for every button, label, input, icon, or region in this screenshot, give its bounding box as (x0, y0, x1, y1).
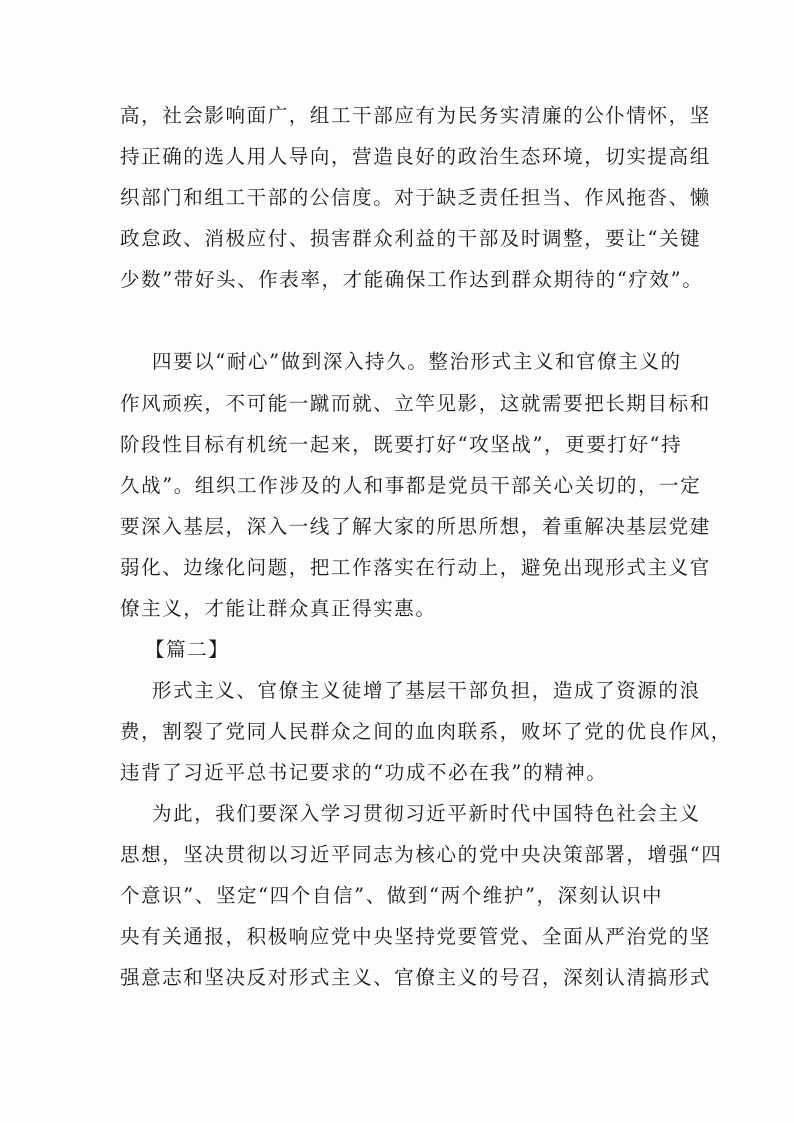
text-line: 为此，我们要深入学习贯彻习近平新时代中国特色社会主义 (152, 802, 701, 825)
text-line: 弱化、边缘化问题，把工作落实在行动上，避免出现形式主义官 (120, 556, 711, 579)
text-line: 形式主义、官僚主义徒增了基层干部负担，造成了资源的浪 (152, 679, 701, 702)
text-line: 高，社会影响面广，组工干部应有为民务实清廉的公仆情怀，坚 (120, 104, 711, 127)
text-line: 持正确的选人用人导向，营造良好的政治生态环境，切实提高组 (120, 145, 711, 168)
section-heading: 【篇二】 (145, 638, 230, 661)
text-line: 思想，坚决贯彻以习近平同志为核心的党中央决策部署，增强“四 (120, 843, 723, 866)
text-line: 四要以“耐心”做到深入持久。整治形式主义和官僚主义的 (152, 350, 682, 373)
text-line: 织部门和组工干部的公信度。对于缺乏责任担当、作风拖沓、懒 (120, 186, 711, 209)
text-line: 政怠政、消极应付、损害群众利益的干部及时调整，要让“关键 (120, 227, 702, 250)
text-line: 久战”。组织工作涉及的人和事都是党员干部关心关切的，一定 (120, 474, 702, 497)
text-line: 阶段性目标有机统一起来，既要打好“攻坚战”，更要打好“持 (120, 433, 683, 456)
text-line: 作风顽疾，不可能一蹴而就、立竿见影，这就需要把长期目标和 (120, 392, 711, 415)
text-line: 费，割裂了党同人民群众之间的血肉联系，败坏了党的优良作风， (120, 720, 732, 743)
text-line: 少数”带好头、作表率，才能确保工作达到群众期待的“疗效”。 (120, 268, 704, 291)
text-line: 僚主义，才能让群众真正得实惠。 (120, 597, 437, 620)
text-line: 个意识”、坚定“四个自信”、做到“两个维护”，深刻认识中 (120, 884, 664, 907)
text-line: 央有关通报，积极响应党中央坚持党要管党、全面从严治党的坚 (120, 925, 711, 948)
text-line: 强意志和坚决反对形式主义、官僚主义的号召，深刻认清搞形式 (120, 966, 711, 989)
text-line: 要深入基层，深入一线了解大家的所思所想，着重解决基层党建 (120, 515, 711, 538)
text-line: 违背了习近平总书记要求的“功成不必在我”的精神。 (120, 761, 608, 784)
